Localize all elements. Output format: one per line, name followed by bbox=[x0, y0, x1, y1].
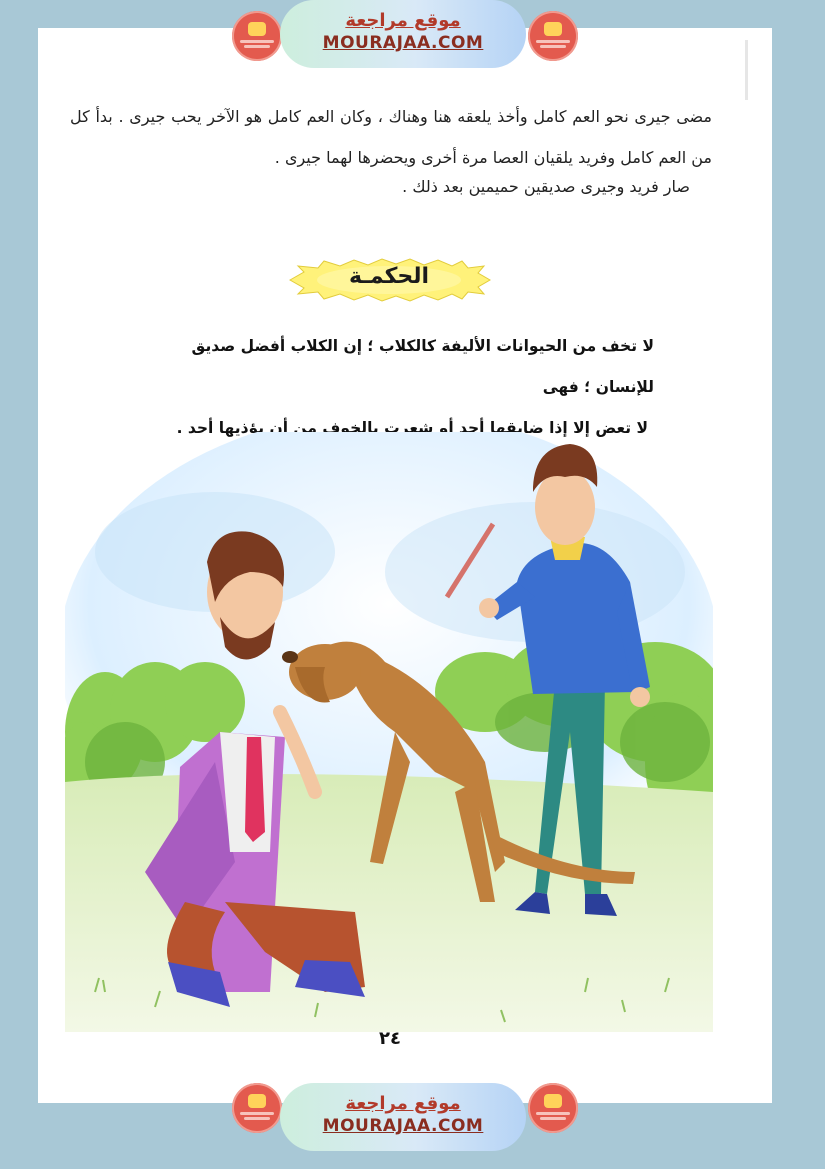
wisdom-line-2: لا تعض إلا إذا ضايقها أحد أو شعرت بالخوف من أن يؤذيها أحد . bbox=[176, 419, 648, 437]
wisdom-text bbox=[132, 326, 654, 449]
site-logo-icon bbox=[528, 11, 578, 61]
story-text bbox=[70, 96, 712, 200]
page-edge bbox=[745, 40, 748, 100]
watermark-english: MOURAJAA.COM bbox=[322, 33, 484, 53]
watermark-banner-bottom[interactable] bbox=[280, 1083, 526, 1151]
site-logo-icon bbox=[528, 1083, 578, 1133]
wisdom-line-1: لا تخف من الحيوانات الأليفة كالكلاب ؛ إن الكلاب أفضل صديق للإنسان ؛ فهى bbox=[191, 337, 654, 396]
watermark-arabic: موقع مراجعة bbox=[345, 10, 461, 31]
watermark-banner-top[interactable] bbox=[280, 0, 526, 68]
site-logo-icon bbox=[232, 1083, 282, 1133]
story-illustration bbox=[65, 432, 713, 1032]
page-number: ٢٤ bbox=[379, 1028, 401, 1049]
wisdom-heading-badge bbox=[284, 258, 494, 302]
watermark-arabic: موقع مراجعة bbox=[345, 1093, 461, 1114]
watermark-english: MOURAJAA.COM bbox=[322, 1116, 484, 1136]
story-paragraph-1: مضى جيرى نحو العم كامل وأخذ يلعقه هنا وهناك ، وكان العم كامل هو الآخر يحب جيرى . بدأ كل من العم كامل وفريد يلقيان العصا مرة أخرى ويحضرها لهما جيرى . bbox=[70, 107, 712, 167]
story-paragraph-2: صار فريد وجيرى صديقين حميمين بعد ذلك . bbox=[402, 177, 690, 196]
wisdom-title: الحكمـة bbox=[348, 264, 430, 289]
site-logo-icon bbox=[232, 11, 282, 61]
